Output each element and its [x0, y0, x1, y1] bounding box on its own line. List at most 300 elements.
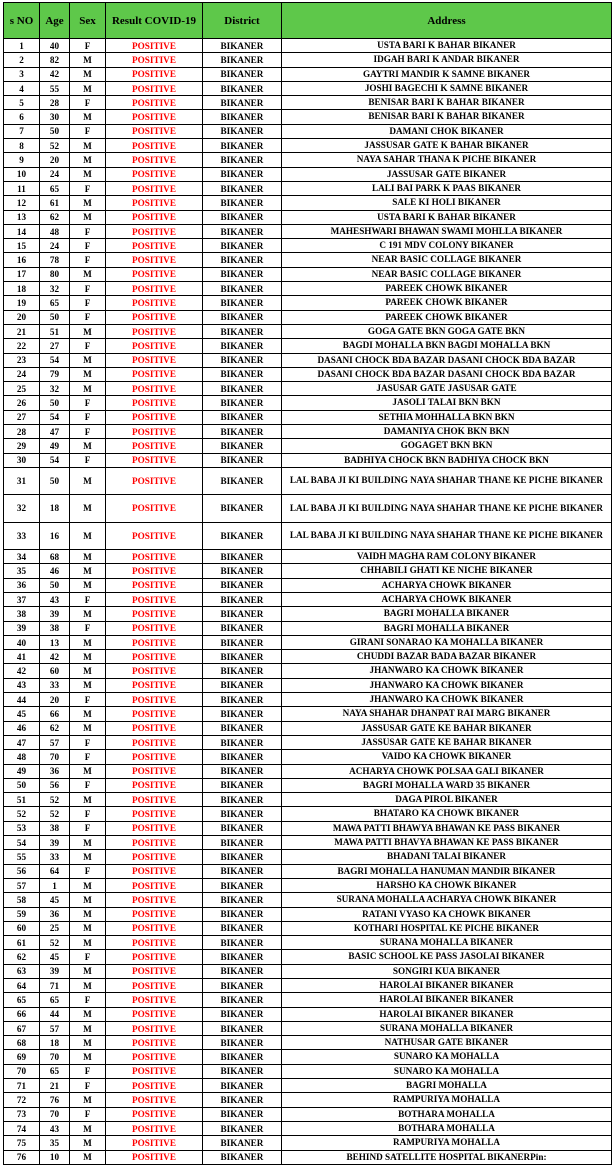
table-row [4, 764, 612, 778]
cell-age: 27 [40, 339, 70, 353]
table-row [4, 467, 612, 494]
table-row [4, 1136, 612, 1150]
cell-district: BIKANER [203, 267, 282, 281]
cell-age: 46 [40, 564, 70, 578]
cell-district: BIKANER [203, 453, 282, 467]
cell-result: POSITIVE [106, 850, 203, 864]
cell-result: POSITIVE [106, 978, 203, 992]
cell-sex: M [70, 81, 106, 95]
cell-sex: M [70, 1050, 106, 1064]
cell-result: POSITIVE [106, 921, 203, 935]
cell-sno: 72 [4, 1093, 40, 1107]
cell-result: POSITIVE [106, 1150, 203, 1164]
table-row [4, 778, 612, 792]
cell-address: JASUSAR GATE JASUSAR GATE [282, 382, 612, 396]
cell-result: POSITIVE [106, 296, 203, 310]
cell-sno: 11 [4, 181, 40, 195]
table-row [4, 367, 612, 381]
cell-sex: F [70, 310, 106, 324]
cell-district: BIKANER [203, 353, 282, 367]
cell-result: POSITIVE [106, 750, 203, 764]
table-row [4, 807, 612, 821]
cell-sex: F [70, 735, 106, 749]
cell-address: PAREEK CHOWK BIKANER [282, 310, 612, 324]
cell-age: 52 [40, 793, 70, 807]
table-row [4, 239, 612, 253]
cell-sex: M [70, 67, 106, 81]
table-row [4, 1079, 612, 1093]
cell-address: BASIC SCHOOL KE PASS JASOLAI BIKANER [282, 950, 612, 964]
table-row [4, 1036, 612, 1050]
cell-sno: 53 [4, 821, 40, 835]
cell-age: 52 [40, 936, 70, 950]
cell-sno: 75 [4, 1136, 40, 1150]
table-row [4, 635, 612, 649]
cell-address: JOSHI BAGECHI K SAMNE BIKANER [282, 81, 612, 95]
table-row [4, 353, 612, 367]
cell-address: NATHUSAR GATE BIKANER [282, 1036, 612, 1050]
cell-sno: 40 [4, 635, 40, 649]
cell-address: DASANI CHOCK BDA BAZAR DASANI CHOCK BDA BAZAR [282, 353, 612, 367]
cell-address: JASSUSAR GATE K BAHAR BIKANER [282, 139, 612, 153]
cell-district: BIKANER [203, 439, 282, 453]
cell-sno: 76 [4, 1150, 40, 1164]
cell-sno: 4 [4, 81, 40, 95]
cell-address: ACHARYA CHOWK POLSAA GALI BIKANER [282, 764, 612, 778]
cell-sex: F [70, 296, 106, 310]
cell-sno: 63 [4, 964, 40, 978]
cell-result: POSITIVE [106, 707, 203, 721]
cell-sex: M [70, 139, 106, 153]
cell-address: VAIDO KA CHOWK BIKANER [282, 750, 612, 764]
table-row [4, 324, 612, 338]
cell-sno: 57 [4, 878, 40, 892]
table-row [4, 993, 612, 1007]
cell-sex: M [70, 53, 106, 67]
cell-age: 62 [40, 210, 70, 224]
cell-result: POSITIVE [106, 210, 203, 224]
cell-sno: 59 [4, 907, 40, 921]
cell-district: BIKANER [203, 921, 282, 935]
cell-sex: M [70, 964, 106, 978]
cell-district: BIKANER [203, 564, 282, 578]
cell-sex: M [70, 495, 106, 522]
cell-sex: F [70, 1107, 106, 1121]
cell-result: POSITIVE [106, 950, 203, 964]
cell-age: 64 [40, 864, 70, 878]
cell-sex: M [70, 1021, 106, 1035]
cell-district: BIKANER [203, 635, 282, 649]
cell-sex: F [70, 124, 106, 138]
cell-age: 54 [40, 353, 70, 367]
table-row [4, 836, 612, 850]
cell-district: BIKANER [203, 310, 282, 324]
cell-sno: 23 [4, 353, 40, 367]
table-row [4, 550, 612, 564]
cell-address: JASOLI TALAI BKN BKN [282, 396, 612, 410]
cell-result: POSITIVE [106, 1050, 203, 1064]
cell-age: 49 [40, 439, 70, 453]
cell-district: BIKANER [203, 53, 282, 67]
cell-sex: F [70, 807, 106, 821]
cell-sex: M [70, 836, 106, 850]
cell-sno: 48 [4, 750, 40, 764]
cell-age: 50 [40, 467, 70, 494]
header-sno: s NO [4, 3, 40, 39]
cell-result: POSITIVE [106, 167, 203, 181]
table-row [4, 396, 612, 410]
cell-sex: F [70, 282, 106, 296]
cell-result: POSITIVE [106, 864, 203, 878]
cell-address: SONGIRI KUA BIKANER [282, 964, 612, 978]
cell-sno: 33 [4, 522, 40, 549]
cell-district: BIKANER [203, 650, 282, 664]
cell-address: DASANI CHOCK BDA BAZAR DASANI CHOCK BDA BAZAR [282, 367, 612, 381]
cell-result: POSITIVE [106, 253, 203, 267]
cell-address: JHANWARO KA CHOWK BIKANER [282, 678, 612, 692]
cell-age: 18 [40, 1036, 70, 1050]
cell-district: BIKANER [203, 282, 282, 296]
cell-sex: M [70, 196, 106, 210]
table-row [4, 96, 612, 110]
table-row [4, 167, 612, 181]
cell-sno: 30 [4, 453, 40, 467]
cell-sex: M [70, 1136, 106, 1150]
cell-district: BIKANER [203, 167, 282, 181]
cell-sno: 29 [4, 439, 40, 453]
cell-sno: 55 [4, 850, 40, 864]
cell-sno: 13 [4, 210, 40, 224]
cell-address: SURANA MOHALLA BIKANER [282, 936, 612, 950]
cell-sno: 31 [4, 467, 40, 494]
header-district: District [203, 3, 282, 39]
cell-district: BIKANER [203, 396, 282, 410]
cell-sex: F [70, 39, 106, 53]
cell-sno: 37 [4, 592, 40, 606]
table-row [4, 878, 612, 892]
cell-sno: 64 [4, 978, 40, 992]
cell-sno: 1 [4, 39, 40, 53]
table-row [4, 578, 612, 592]
table-row [4, 1050, 612, 1064]
cell-sno: 41 [4, 650, 40, 664]
cell-district: BIKANER [203, 664, 282, 678]
cell-address: USTA BARI K BAHAR BIKANER [282, 210, 612, 224]
cell-address: JHANWARO KA CHOWK BIKANER [282, 664, 612, 678]
cell-sno: 51 [4, 793, 40, 807]
cell-result: POSITIVE [106, 522, 203, 549]
cell-result: POSITIVE [106, 439, 203, 453]
cell-result: POSITIVE [106, 578, 203, 592]
cell-district: BIKANER [203, 467, 282, 494]
cell-sno: 67 [4, 1021, 40, 1035]
cell-district: BIKANER [203, 978, 282, 992]
cell-age: 76 [40, 1093, 70, 1107]
cell-age: 32 [40, 382, 70, 396]
table-row [4, 750, 612, 764]
cell-address: LAL BABA JI KI BUILDING NAYA SHAHAR THANE KE PICHE BIKANER [282, 467, 612, 494]
cell-result: POSITIVE [106, 39, 203, 53]
table-row [4, 453, 612, 467]
table-row [4, 664, 612, 678]
cell-sno: 9 [4, 153, 40, 167]
cell-address: LALI BAI PARK K PAAS BIKANER [282, 181, 612, 195]
cell-result: POSITIVE [106, 239, 203, 253]
cell-district: BIKANER [203, 296, 282, 310]
cell-sex: M [70, 921, 106, 935]
cell-address: BAGRI MOHALLA BIKANER [282, 621, 612, 635]
cell-sno: 12 [4, 196, 40, 210]
cell-age: 65 [40, 993, 70, 1007]
cell-result: POSITIVE [106, 224, 203, 238]
cell-result: POSITIVE [106, 836, 203, 850]
cell-age: 33 [40, 678, 70, 692]
cell-age: 50 [40, 578, 70, 592]
cell-result: POSITIVE [106, 907, 203, 921]
cell-sno: 62 [4, 950, 40, 964]
cell-sno: 60 [4, 921, 40, 935]
table-row [4, 181, 612, 195]
cell-district: BIKANER [203, 1021, 282, 1035]
table-row [4, 621, 612, 635]
cell-result: POSITIVE [106, 793, 203, 807]
cell-age: 13 [40, 635, 70, 649]
cell-result: POSITIVE [106, 664, 203, 678]
cell-age: 10 [40, 1150, 70, 1164]
cell-district: BIKANER [203, 1136, 282, 1150]
cell-district: BIKANER [203, 1007, 282, 1021]
cell-address: ACHARYA CHOWK BIKANER [282, 592, 612, 606]
cell-district: BIKANER [203, 1093, 282, 1107]
cell-result: POSITIVE [106, 1093, 203, 1107]
table-header [4, 3, 612, 39]
cell-sex: F [70, 621, 106, 635]
table-row [4, 110, 612, 124]
cell-age: 43 [40, 1121, 70, 1135]
table-row [4, 67, 612, 81]
table-row [4, 607, 612, 621]
cell-result: POSITIVE [106, 67, 203, 81]
cell-age: 65 [40, 1064, 70, 1078]
table-body [4, 39, 612, 1165]
table-row [4, 564, 612, 578]
cell-sex: M [70, 850, 106, 864]
cell-age: 52 [40, 807, 70, 821]
cell-district: BIKANER [203, 778, 282, 792]
cell-address: PAREEK CHOWK BIKANER [282, 296, 612, 310]
cell-district: BIKANER [203, 836, 282, 850]
cell-address: DAGA PIROL BIKANER [282, 793, 612, 807]
cell-sno: 56 [4, 864, 40, 878]
table-row [4, 978, 612, 992]
cell-address: BAGRI MOHALLA HANUMAN MANDIR BIKANER [282, 864, 612, 878]
cell-age: 62 [40, 721, 70, 735]
cell-result: POSITIVE [106, 964, 203, 978]
cell-sex: M [70, 110, 106, 124]
cell-age: 39 [40, 607, 70, 621]
cell-result: POSITIVE [106, 693, 203, 707]
cell-sex: F [70, 181, 106, 195]
cell-age: 54 [40, 410, 70, 424]
cell-address: BADHIYA CHOCK BKN BADHIYA CHOCK BKN [282, 453, 612, 467]
cell-age: 51 [40, 324, 70, 338]
cell-sno: 32 [4, 495, 40, 522]
cell-sex: M [70, 522, 106, 549]
cell-district: BIKANER [203, 367, 282, 381]
cell-result: POSITIVE [106, 735, 203, 749]
cell-sno: 19 [4, 296, 40, 310]
header-age: Age [40, 3, 70, 39]
cell-sno: 39 [4, 621, 40, 635]
cell-age: 40 [40, 39, 70, 53]
table-row [4, 936, 612, 950]
cell-result: POSITIVE [106, 139, 203, 153]
table-row [4, 921, 612, 935]
cell-district: BIKANER [203, 793, 282, 807]
cell-sex: M [70, 367, 106, 381]
cell-age: 65 [40, 296, 70, 310]
cell-age: 80 [40, 267, 70, 281]
cell-age: 35 [40, 1136, 70, 1150]
cell-district: BIKANER [203, 67, 282, 81]
cell-age: 32 [40, 282, 70, 296]
cell-age: 28 [40, 96, 70, 110]
cell-sex: F [70, 778, 106, 792]
cell-age: 36 [40, 764, 70, 778]
cell-age: 24 [40, 167, 70, 181]
cell-address: HAROLAI BIKANER BIKANER [282, 978, 612, 992]
cell-district: BIKANER [203, 410, 282, 424]
table-row [4, 339, 612, 353]
cell-result: POSITIVE [106, 807, 203, 821]
cell-result: POSITIVE [106, 96, 203, 110]
cell-result: POSITIVE [106, 495, 203, 522]
cell-result: POSITIVE [106, 721, 203, 735]
cell-result: POSITIVE [106, 196, 203, 210]
cell-address: NAYA SAHAR THANA K PICHE BIKANER [282, 153, 612, 167]
table-row [4, 592, 612, 606]
cell-sex: F [70, 396, 106, 410]
cell-result: POSITIVE [106, 650, 203, 664]
cell-address: VAIDH MAGHA RAM COLONY BIKANER [282, 550, 612, 564]
cell-district: BIKANER [203, 339, 282, 353]
cell-result: POSITIVE [106, 764, 203, 778]
cell-age: 45 [40, 893, 70, 907]
cell-sex: M [70, 936, 106, 950]
table-row [4, 282, 612, 296]
cell-result: POSITIVE [106, 564, 203, 578]
cell-sex: M [70, 878, 106, 892]
cell-sno: 50 [4, 778, 40, 792]
cell-address: BENISAR BARI K BAHAR BIKANER [282, 110, 612, 124]
cell-sno: 27 [4, 410, 40, 424]
cell-result: POSITIVE [106, 282, 203, 296]
cell-result: POSITIVE [106, 110, 203, 124]
cell-sno: 65 [4, 993, 40, 1007]
cell-address: SALE KI HOLI BIKANER [282, 196, 612, 210]
cell-sex: F [70, 821, 106, 835]
covid-cases-table [3, 2, 612, 1165]
cell-result: POSITIVE [106, 467, 203, 494]
cell-age: 61 [40, 196, 70, 210]
cell-address: JHANWARO KA CHOWK BIKANER [282, 693, 612, 707]
cell-sno: 16 [4, 253, 40, 267]
cell-result: POSITIVE [106, 635, 203, 649]
cell-result: POSITIVE [106, 550, 203, 564]
cell-sno: 47 [4, 735, 40, 749]
cell-age: 50 [40, 310, 70, 324]
cell-sno: 71 [4, 1079, 40, 1093]
cell-district: BIKANER [203, 196, 282, 210]
cell-district: BIKANER [203, 821, 282, 835]
table-row [4, 678, 612, 692]
cell-district: BIKANER [203, 878, 282, 892]
cell-address: BAGRI MOHALLA BIKANER [282, 607, 612, 621]
table-row [4, 893, 612, 907]
cell-district: BIKANER [203, 495, 282, 522]
cell-district: BIKANER [203, 239, 282, 253]
cell-age: 60 [40, 664, 70, 678]
table-row [4, 1107, 612, 1121]
cell-result: POSITIVE [106, 367, 203, 381]
cell-sno: 6 [4, 110, 40, 124]
cell-age: 42 [40, 650, 70, 664]
cell-district: BIKANER [203, 1121, 282, 1135]
cell-sno: 3 [4, 67, 40, 81]
cell-address: BAGDI MOHALLA BKN BAGDI MOHALLA BKN [282, 339, 612, 353]
cell-sno: 45 [4, 707, 40, 721]
cell-address: JASSUSAR GATE BIKANER [282, 167, 612, 181]
cell-district: BIKANER [203, 96, 282, 110]
cell-sex: M [70, 578, 106, 592]
cell-district: BIKANER [203, 1064, 282, 1078]
cell-age: 55 [40, 81, 70, 95]
table-row [4, 950, 612, 964]
cell-age: 20 [40, 153, 70, 167]
header-result: Result COVID-19 [106, 3, 203, 39]
cell-sex: M [70, 907, 106, 921]
cell-result: POSITIVE [106, 607, 203, 621]
cell-address: HAROLAI BIKANER BIKANER [282, 993, 612, 1007]
cell-sno: 46 [4, 721, 40, 735]
table-row [4, 267, 612, 281]
cell-district: BIKANER [203, 764, 282, 778]
cell-sex: M [70, 1121, 106, 1135]
cell-sex: F [70, 253, 106, 267]
cell-district: BIKANER [203, 693, 282, 707]
cell-district: BIKANER [203, 139, 282, 153]
cell-address: DAMANI CHOK BIKANER [282, 124, 612, 138]
cell-sex: M [70, 793, 106, 807]
cell-district: BIKANER [203, 1150, 282, 1164]
cell-result: POSITIVE [106, 878, 203, 892]
cell-district: BIKANER [203, 807, 282, 821]
table-row [4, 439, 612, 453]
cell-sno: 15 [4, 239, 40, 253]
cell-result: POSITIVE [106, 678, 203, 692]
cell-address: SUNARO KA MOHALLA [282, 1050, 612, 1064]
cell-sno: 28 [4, 425, 40, 439]
cell-district: BIKANER [203, 522, 282, 549]
cell-address: LAL BABA JI KI BUILDING NAYA SHAHAR THANE KE PICHE BIKANER [282, 522, 612, 549]
table-row [4, 864, 612, 878]
cell-district: BIKANER [203, 964, 282, 978]
cell-sno: 61 [4, 936, 40, 950]
cell-age: 44 [40, 1007, 70, 1021]
cell-sno: 35 [4, 564, 40, 578]
table-row [4, 124, 612, 138]
cell-sex: M [70, 764, 106, 778]
